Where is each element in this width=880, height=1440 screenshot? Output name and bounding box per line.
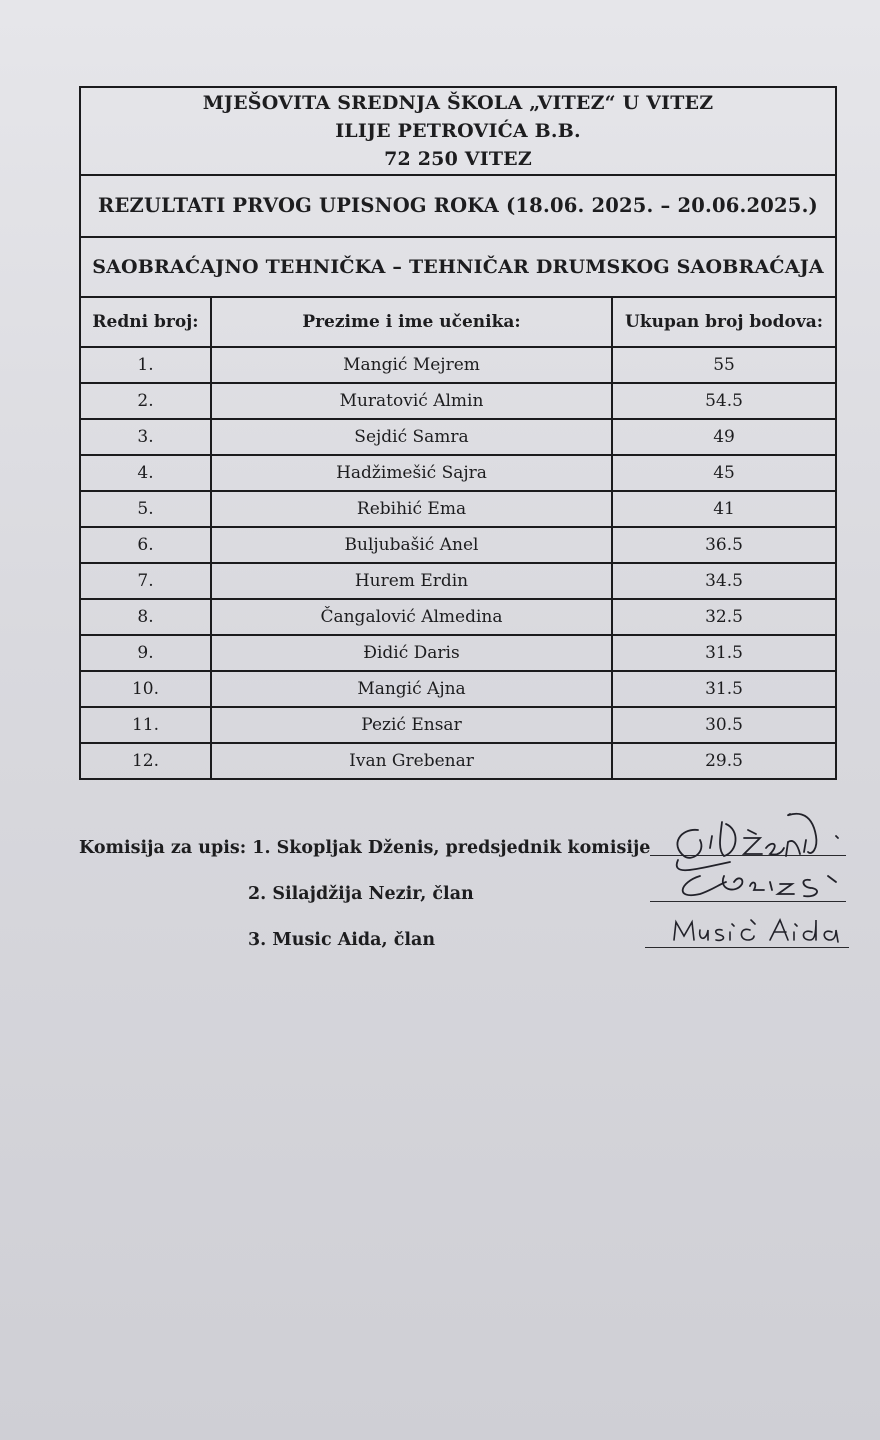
total-points: 54.5 [612,383,836,419]
row-number: 8. [80,599,211,635]
results-table [79,86,837,780]
student-name: Hadžimešić Sajra [211,455,612,491]
table-row [80,635,836,671]
total-points: 29.5 [612,743,836,779]
column-header-name: Prezime i ime učenika: [211,297,612,347]
total-points: 36.5 [612,527,836,563]
row-number: 1. [80,347,211,383]
results-rows [80,347,836,779]
table-row [80,563,836,599]
row-number: 12. [80,743,211,779]
table-row [80,707,836,743]
table-row [80,347,836,383]
commission-member-1: Komisija za upis: 1. Skopljak Dženis, predsjednik komisije [79,838,651,858]
total-points: 34.5 [612,563,836,599]
student-name: Buljubašić Anel [211,527,612,563]
table-row [80,599,836,635]
row-number: 4. [80,455,211,491]
program-title-row [80,237,836,297]
table-row [80,743,836,779]
table-row [80,491,836,527]
column-header-points: Ukupan broj bodova: [612,297,836,347]
program-title: SAOBRAĆAJNO TEHNIČKA – TEHNIČAR DRUMSKOG SAOBRAĆAJA [80,237,836,297]
table-row [80,671,836,707]
row-number: 10. [80,671,211,707]
signature-1 [677,814,838,870]
column-header-row [80,297,836,347]
handwritten-signatures [640,790,860,960]
total-points: 45 [612,455,836,491]
school-header-row [80,87,836,175]
row-number: 11. [80,707,211,743]
student-name: Sejdić Samra [211,419,612,455]
student-name: Čangalović Almedina [211,599,612,635]
signature-2 [683,876,836,896]
student-name: Rebihić Ema [211,491,612,527]
school-header [80,87,836,175]
total-points: 41 [612,491,836,527]
row-number: 2. [80,383,211,419]
student-name: Hurem Erdin [211,563,612,599]
student-name: Mangić Mejrem [211,347,612,383]
school-postcode: 72 250 VITEZ [384,148,532,170]
student-name: Pezić Ensar [211,707,612,743]
student-name: Đidić Daris [211,635,612,671]
signature-3 [674,920,838,942]
student-name: Ivan Grebenar [211,743,612,779]
total-points: 32.5 [612,599,836,635]
table-row [80,527,836,563]
column-header-number: Redni broj: [80,297,211,347]
student-name: Muratović Almin [211,383,612,419]
total-points: 30.5 [612,707,836,743]
table-row [80,419,836,455]
school-name: MJEŠOVITA SREDNJA ŠKOLA „VITEZ“ U VITEZ [202,92,714,114]
row-number: 7. [80,563,211,599]
row-number: 9. [80,635,211,671]
row-number: 5. [80,491,211,527]
commission-member-2: 2. Silajdžija Nezir, član [248,884,474,904]
round-title-row [80,175,836,237]
total-points: 31.5 [612,671,836,707]
row-number: 6. [80,527,211,563]
total-points: 49 [612,419,836,455]
commission-member-3: 3. Music Aida, član [248,930,436,950]
row-number: 3. [80,419,211,455]
table-row [80,383,836,419]
round-title: REZULTATI PRVOG UPISNOG ROKA (18.06. 2025. – 20.06.2025.) [80,175,836,237]
total-points: 55 [612,347,836,383]
total-points: 31.5 [612,635,836,671]
table-row [80,455,836,491]
student-name: Mangić Ajna [211,671,612,707]
school-address: ILIJE PETROVIĆA B.B. [335,120,581,142]
